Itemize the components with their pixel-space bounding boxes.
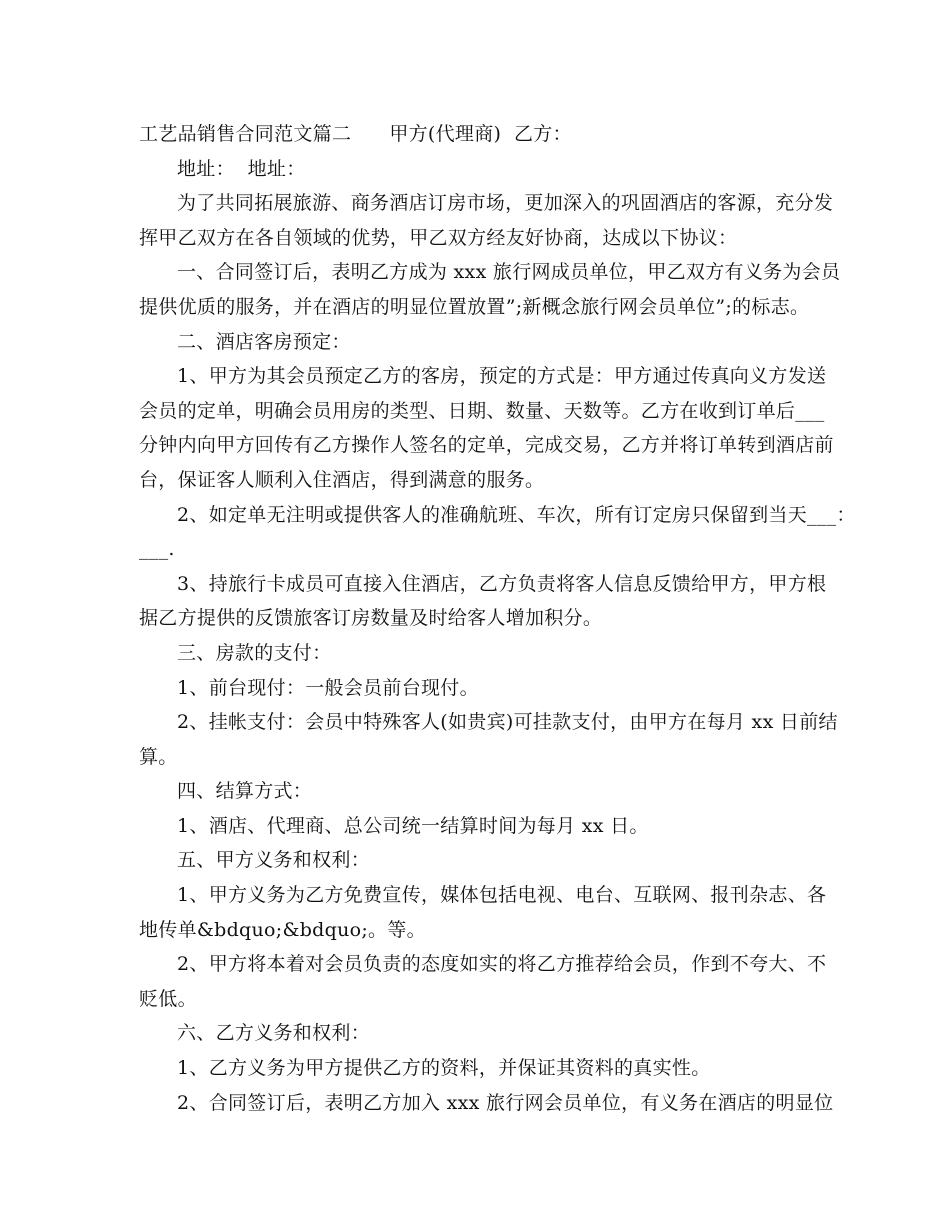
paragraph-line: ___. <box>139 538 175 561</box>
paragraph-line: 1、酒店、代理商、总公司统一结算时间为每月 xx 日。 <box>177 814 649 837</box>
paragraph-line: 1、甲方义务为乙方免费宣传，媒体包括电视、电台、互联网、报刊杂志、各 <box>177 884 827 907</box>
document-body <box>139 186 856 1120</box>
paragraph-line: 1、甲方为其会员预定乙方的客房，预定的方式是：甲方通过传真向义方发送 <box>177 365 827 388</box>
paragraph-line: 六、乙方义务和权利： <box>177 1022 371 1045</box>
paragraph-line: 台，保证客人顺利入住酒店，得到满意的服务。 <box>139 468 545 491</box>
paragraph-line: 四、结算方式： <box>177 780 313 803</box>
paragraph-line: 分钟内向甲方回传有乙方操作人签名的定单，完成交易，乙方并将订单转到酒店前 <box>139 434 834 457</box>
document-title: 工艺品销售合同范文篇二 <box>139 123 352 145</box>
paragraph-line: 挥甲乙双方在各自领域的优势，甲乙双方经友好协商，达成以下协议： <box>139 226 738 249</box>
paragraph-line: 五、甲方义务和权利： <box>177 849 371 872</box>
address-line <box>139 152 829 187</box>
paragraph-line: 地传单&bdquo;&bdquo;。等。 <box>139 918 426 941</box>
paragraph-line: 1、前台现付：一般会员前台现付。 <box>177 676 479 699</box>
paragraph-line: 三、房款的支付： <box>177 641 332 664</box>
document-page <box>139 117 856 1120</box>
paragraph-line: 1、乙方义务为甲方提供乙方的资料，并保证其资料的真实性。 <box>177 1057 711 1080</box>
party-a-label: 甲方(代理商) <box>389 123 502 145</box>
paragraph-line: 据乙方提供的反馈旅客订房数量及时给客人增加积分。 <box>139 607 603 630</box>
paragraph-line: 一、合同签订后，表明乙方成为 xxx 旅行网成员单位，甲乙双方有义务为会员 <box>177 261 841 284</box>
paragraph-line: 贬低。 <box>139 987 197 1010</box>
paragraph-line: 2、挂帐支付：会员中特殊客人(如贵宾)可挂款支付，由甲方在每月 xx 日前结 <box>177 711 838 734</box>
paragraph-line: 二、酒店客房预定： <box>177 330 351 353</box>
party-b-address-label: 地址： <box>247 157 306 180</box>
party-a-address-label: 地址： <box>177 157 235 180</box>
paragraph-line: 2、如定单无注明或提供客人的准确航班、车次，所有订定房只保留到当天___： <box>177 503 856 526</box>
paragraph-line: 为了共同拓展旅游、商务酒店订房市场，更加深入的巩固酒店的客源，充分发 <box>177 192 834 215</box>
paragraph-line: 算。 <box>139 745 178 768</box>
paragraph-line: 2、甲方将本着对会员负责的态度如实的将乙方推荐给会员，作到不夸大、不 <box>177 953 827 976</box>
paragraph-line: 2、合同签订后，表明乙方加入 xxx 旅行网会员单位，有义务在酒店的明显位 <box>177 1091 834 1114</box>
paragraph-line: 3、持旅行卡成员可直接入住酒店，乙方负责将客人信息反馈给甲方，甲方根 <box>177 572 827 595</box>
paragraph-line: 会员的定单，明确会员用房的类型、日期、数量、天数等。乙方在收到订单后___ <box>139 399 825 422</box>
document-header-line <box>139 117 829 152</box>
party-b-label: 乙方： <box>513 123 572 145</box>
paragraph-line: 提供优质的服务，并在酒店的明显位置放置”;新概念旅行网会员单位”;的标志。 <box>139 295 810 318</box>
